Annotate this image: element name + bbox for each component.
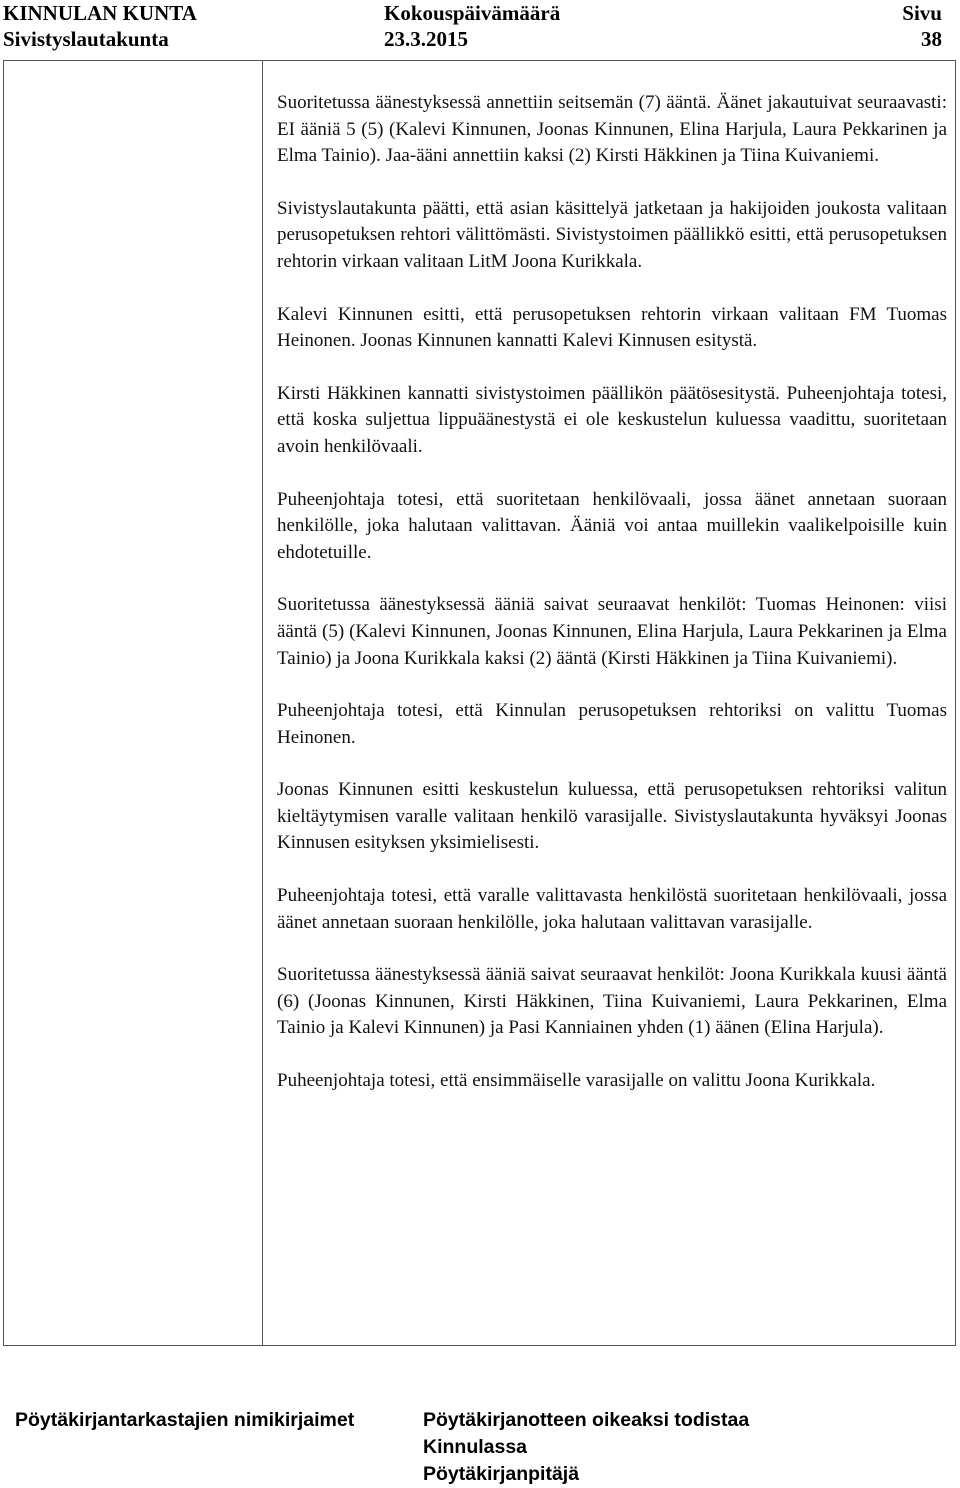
municipality-name: KINNULAN KUNTA [3, 1, 197, 25]
paragraph-election-method: Puheenjohtaja totesi, että suoritetaan henkilövaali, jossa äänet annetaan suoraan henkilölle, joka halutaan valittavan. Ääniä voi antaa muillekin vaalikelpoisille kuin ehdotetuille. [277, 488, 947, 563]
paragraph-vote-result-1: Suoritetussa äänestyksessä annettiin seitsemän (7) ääntä. Äänet jakautuivat seuraavasti: EI ääniä 5 (5) (Kalevi Kinnunen, Joonas Kinnunen, Elina Harjula, Laura Pekkarinen ja Elma Tainio). Jaa-ääni annettiin kaksi (2) Kirsti Häkkinen ja Tiina Kuivaniemi. [277, 92, 947, 167]
paragraph-board-decision: Sivistyslautakunta päätti, että asian käsittelyä jatketaan ja hakijoiden joukosta valitaan perusopetuksen rehtori välittömästi. Sivistystoimen päällikkö esitti, että perusopetuksen rehtorin virkaan valitaan LitM Joona Kurikkala. [277, 197, 947, 272]
meeting-date-label: Kokouspäivämäärä [384, 1, 561, 25]
paragraph-kinnunen-proposal: Kalevi Kinnunen esitti, että perusopetuksen rehtorin virkaan valitaan FM Tuomas Heinonen. Joonas Kinnunen kannatti Kalevi Kinnusen esitystä. [277, 303, 947, 352]
minutes-body [277, 90, 947, 1121]
footer-right [423, 1407, 749, 1488]
paragraph-reserve-proposal: Joonas Kinnunen esitti keskustelun kuluessa, että perusopetuksen rehtoriksi valitun kieltäytymisen varalle valitaan henkilö varasijalle. Sivistyslautakunta hyväksyi Joonas Kinnusen esityksen yksimielisesti. [277, 779, 947, 854]
page-number: 38 [921, 27, 942, 51]
certification-place: Kinnulassa [423, 1436, 528, 1458]
certification-label: Pöytäkirjanotteen oikeaksi todistaa [423, 1409, 750, 1431]
meeting-date: 23.3.2015 [384, 27, 468, 51]
minutes-frame [3, 60, 956, 1346]
board-name: Sivistyslautakunta [3, 27, 169, 51]
page-label: Sivu [902, 1, 942, 25]
minutes-keeper-label: Pöytäkirjanpitäjä [423, 1463, 580, 1485]
column-divider [262, 61, 263, 1345]
footer-left [15, 1407, 354, 1434]
header-right [902, 0, 942, 52]
paragraph-reserve-election: Puheenjohtaja totesi, että varalle valittavasta henkilöstä suoritetaan henkilövaali, jossa äänet annetaan suoraan henkilölle, joka halutaan valittavan varasijalle. [277, 885, 947, 933]
inspectors-initials-label: Pöytäkirjantarkastajien nimikirjaimet [15, 1409, 355, 1431]
header-left [3, 0, 197, 52]
paragraph-vote-result-2: Suoritetussa äänestyksessä ääniä saivat seuraavat henkilöt: Tuomas Heinonen: viisi ääntä (5) (Kalevi Kinnunen, Joonas Kinnunen, Elina Harjula, Laura Pekkarinen ja Elma Tainio) ja Joona Kurikkala kaksi (2) ääntä (Kirsti Häkkinen ja Tiina Kuivaniemi). [277, 594, 947, 669]
paragraph-vote-result-3: Suoritetussa äänestyksessä ääniä saivat seuraavat henkilöt: Joona Kurikkala kuusi ääntä (6) (Joonas Kinnunen, Kirsti Häkkinen, Tiina Kuivaniemi, Laura Pekkarinen, Elma Tainio ja Kalevi Kinnunen) ja Pasi Kanniainen yhden (1) äänen (Elina Harjula). [277, 964, 947, 1039]
header-middle [384, 0, 560, 52]
paragraph-open-election: Kirsti Häkkinen kannatti sivistystoimen päällikön päätösesitystä. Puheenjohtaja totesi, että koska suljettua lippuäänestystä ei ole keskustelun kuluessa vaadittu, suoritetaan avoin henkilövaali. [277, 382, 947, 457]
paragraph-principal-elected: Puheenjohtaja totesi, että Kinnulan perusopetuksen rehtoriksi on valittu Tuomas Heinonen. [277, 700, 947, 748]
paragraph-reserve-elected: Puheenjohtaja totesi, että ensimmäiselle varasijalle on valittu Joona Kurikkala. [277, 1070, 876, 1092]
